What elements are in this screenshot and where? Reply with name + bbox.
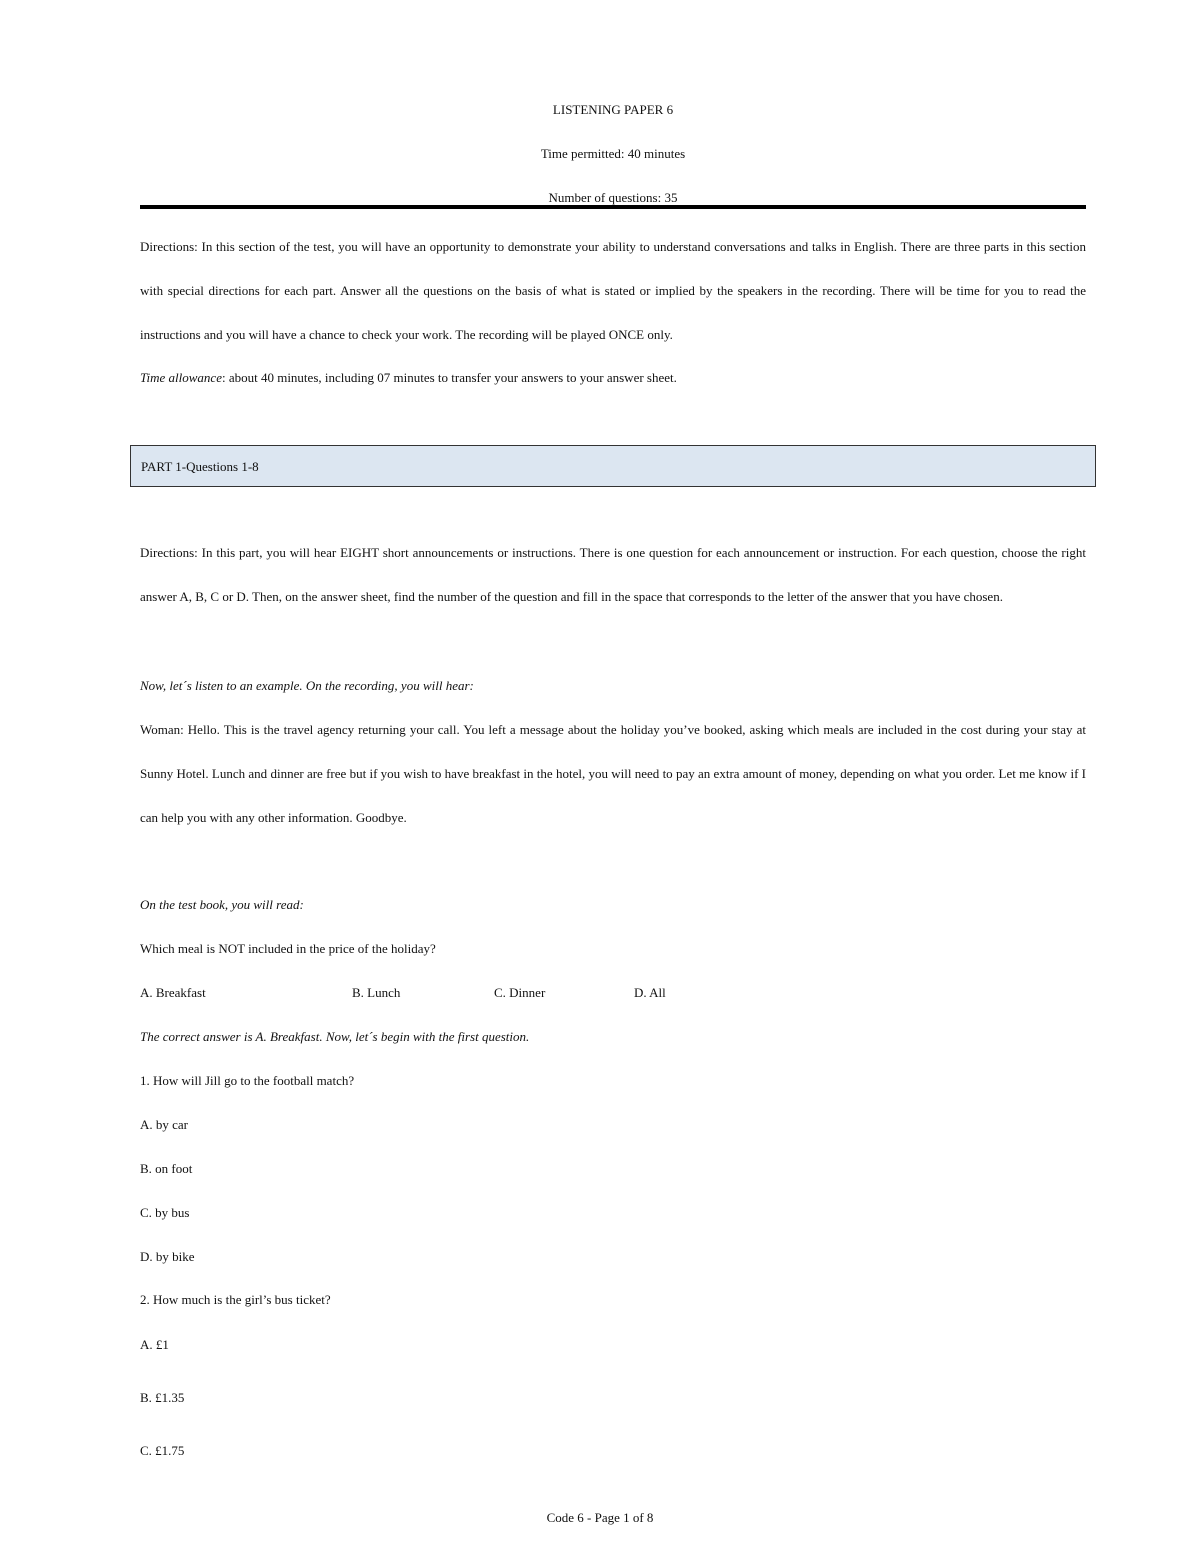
question-2-option-c: C. £1.75	[140, 1443, 185, 1458]
question-2: 2. How much is the girl’s bus ticket?	[140, 1292, 331, 1307]
general-directions: Directions: In this section of the test, you will have an opportunity to demonstrate your ability to understand conversations and talks in English. There are three parts in this section with special directions for each part. Answer all the questions on the basis of what is stated or implied by the speakers in the recording. There will be time for you to read the instructions and you will have a chance to check your work. The recording will be played ONCE only.	[140, 239, 1086, 342]
example-intro: Now, let´s listen to an example. On the recording, you will hear:	[140, 678, 474, 693]
example-option-d: D. All	[634, 985, 666, 1000]
question-1-option-d: D. by bike	[140, 1249, 195, 1264]
part1-heading-box	[130, 445, 1096, 487]
example-option-b: B. Lunch	[352, 985, 401, 1000]
time-permitted: Time permitted: 40 minutes	[540, 146, 686, 161]
example-option-c: C. Dinner	[494, 985, 546, 1000]
question-2-option-b: B. £1.35	[140, 1390, 185, 1405]
example-question: Which meal is NOT included in the price of the holiday?	[140, 941, 436, 956]
question-1: 1. How will Jill go to the football match?	[140, 1073, 355, 1088]
paper-title: LISTENING PAPER 6	[552, 102, 674, 117]
test-book-intro: On the test book, you will read:	[140, 897, 304, 912]
example-option-a: A. Breakfast	[140, 985, 206, 1000]
time-allowance	[140, 370, 1086, 386]
part1-directions: Directions: In this part, you will hear EIGHT short announcements or instructions. There is one question for each announcement or instruction. For each question, choose the right answer A, B, C or D. Then, on the answer sheet, find the number of the question and fill in the space that corresponds to the letter of the answer that you have chosen.	[140, 545, 1086, 604]
part1-heading: PART 1-Questions 1-8	[141, 459, 259, 474]
question-2-option-a: A. £1	[140, 1337, 169, 1352]
page-footer: Code 6 - Page 1 of 8	[546, 1510, 654, 1525]
question-1-option-b: B. on foot	[140, 1161, 193, 1176]
time-allowance-label: Time allowance	[140, 370, 222, 385]
example-transcript: Woman: Hello. This is the travel agency returning your call. You left a message about the holiday you’ve booked, asking which meals are included in the cost during your stay at Sunny Hotel. Lunch and dinner are free but if you wish to have breakfast in the hotel, you will need to pay an extra amount of money, depending on what you order. Let me know if I can help you with any other information. Goodbye.	[140, 722, 1086, 825]
time-allowance-text: : about 40 minutes, including 07 minutes to transfer your answers to your answer sheet.	[221, 370, 677, 385]
question-1-option-c: C. by bus	[140, 1205, 190, 1220]
header-divider	[140, 205, 1086, 209]
question-1-option-a: A. by car	[140, 1117, 189, 1132]
example-answer: The correct answer is A. Breakfast. Now, let´s begin with the first question.	[140, 1029, 530, 1044]
example-options	[140, 985, 1086, 1005]
number-of-questions: Number of questions: 35	[548, 190, 678, 205]
